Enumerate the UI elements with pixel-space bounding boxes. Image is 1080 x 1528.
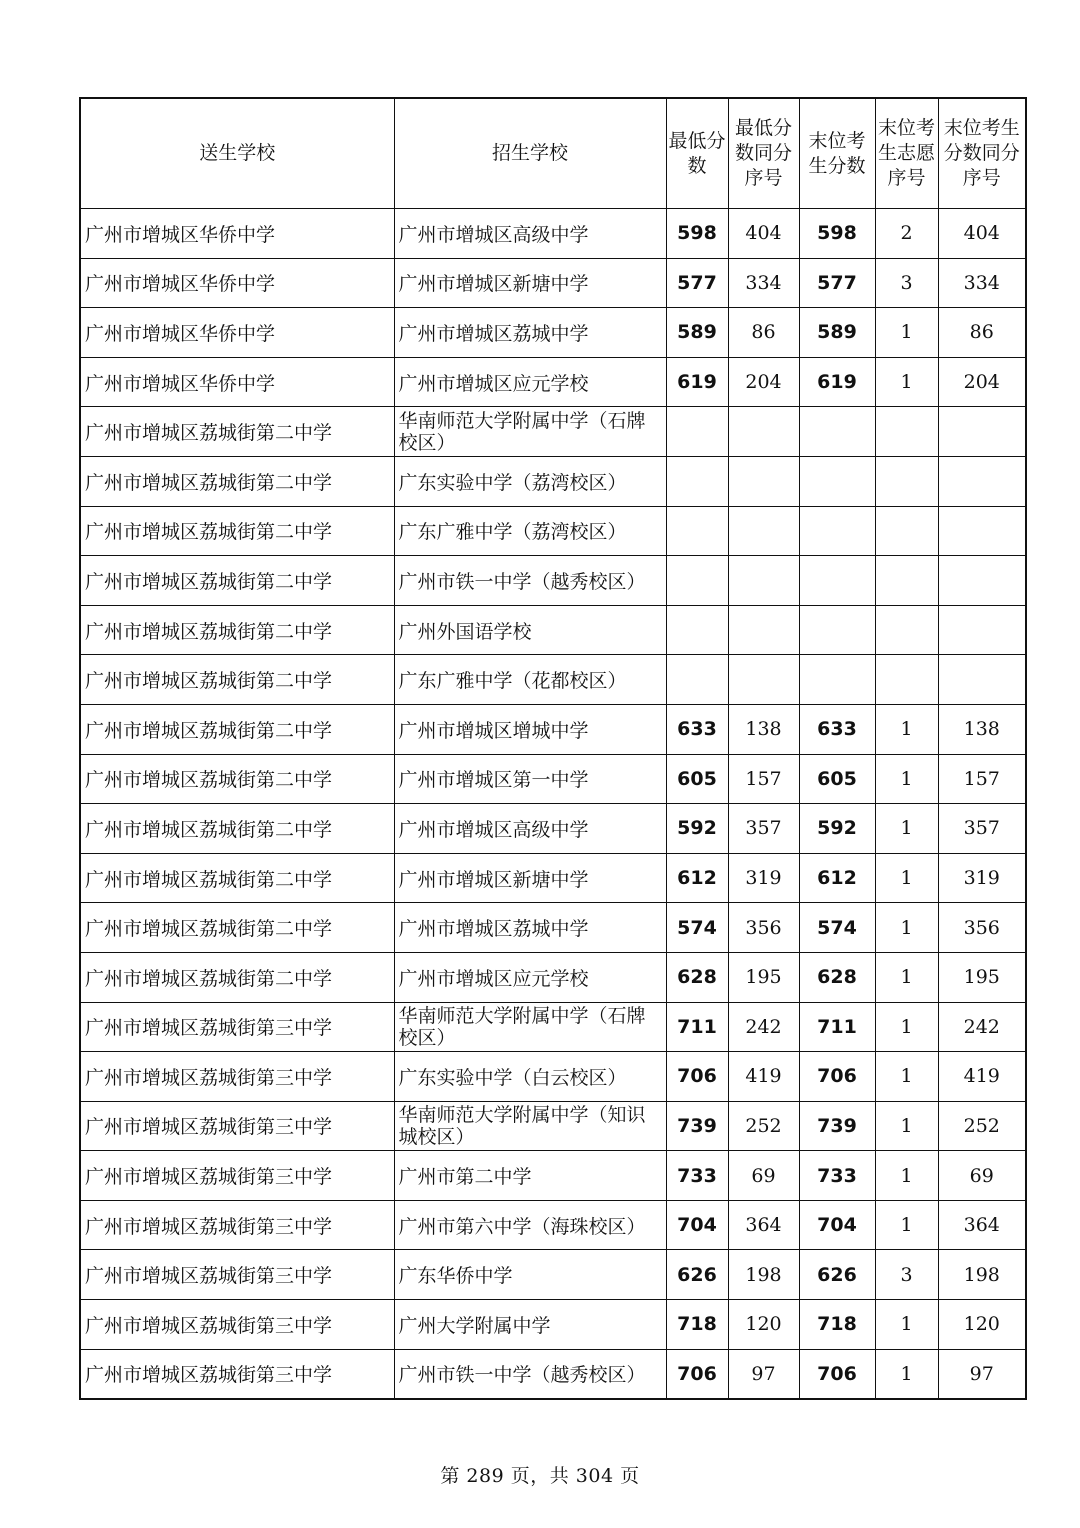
header-row <box>80 98 1026 209</box>
last-score-rank-cell: 364 <box>938 1200 1026 1250</box>
send-school-cell: 广州市增城区荔城街第二中学 <box>80 556 394 606</box>
table-row <box>80 704 1026 754</box>
last-preference-cell: 1 <box>875 357 938 407</box>
send-school-cell: 广州市增城区荔城街第三中学 <box>80 1052 394 1102</box>
table-row <box>80 209 1026 259</box>
recv-school-cell: 华南师范大学附属中学（知识城校区） <box>394 1101 666 1151</box>
last-score-cell: 619 <box>799 357 875 407</box>
last-score-rank-cell: 356 <box>938 903 1026 953</box>
table-row <box>80 1002 1026 1052</box>
last-score-rank-cell: 138 <box>938 704 1026 754</box>
send-school-cell: 广州市增城区荔城街第三中学 <box>80 1300 394 1350</box>
table-row <box>80 407 1026 457</box>
send-school-cell: 广州市增城区荔城街第三中学 <box>80 1349 394 1399</box>
last-score-cell: 612 <box>799 853 875 903</box>
table-row <box>80 1349 1026 1399</box>
last-preference-cell <box>875 506 938 556</box>
min-score-cell: 612 <box>666 853 728 903</box>
min-score-rank-cell <box>728 605 799 655</box>
recv-school-cell: 广州市增城区新塘中学 <box>394 258 666 308</box>
send-school-cell: 广州市增城区华侨中学 <box>80 258 394 308</box>
min-score-rank-cell: 138 <box>728 704 799 754</box>
min-score-cell: 589 <box>666 308 728 358</box>
last-score-rank-cell: 334 <box>938 258 1026 308</box>
table-body <box>80 209 1026 1400</box>
table-row <box>80 1151 1026 1201</box>
last-score-cell <box>799 556 875 606</box>
recv-school-cell: 广州市铁一中学（越秀校区） <box>394 556 666 606</box>
table-row <box>80 506 1026 556</box>
header-last-score-rank: 末位考生分数同分序号 <box>938 98 1026 209</box>
last-score-rank-cell: 357 <box>938 804 1026 854</box>
min-score-rank-cell: 120 <box>728 1300 799 1350</box>
send-school-cell: 广州市增城区荔城街第三中学 <box>80 1151 394 1201</box>
table-row <box>80 357 1026 407</box>
last-score-rank-cell: 97 <box>938 1349 1026 1399</box>
last-score-rank-cell: 195 <box>938 952 1026 1002</box>
last-score-cell: 704 <box>799 1200 875 1250</box>
recv-school-cell: 广州市增城区荔城中学 <box>394 308 666 358</box>
recv-school-cell: 广东实验中学（白云校区） <box>394 1052 666 1102</box>
header-min-score-rank: 最低分数同分序号 <box>728 98 799 209</box>
last-score-rank-cell: 319 <box>938 853 1026 903</box>
last-score-cell: 706 <box>799 1349 875 1399</box>
last-preference-cell: 1 <box>875 1052 938 1102</box>
table-row <box>80 1101 1026 1151</box>
last-preference-cell: 3 <box>875 258 938 308</box>
table-row <box>80 556 1026 606</box>
last-preference-cell: 1 <box>875 853 938 903</box>
min-score-rank-cell: 97 <box>728 1349 799 1399</box>
send-school-cell: 广州市增城区荔城街第三中学 <box>80 1002 394 1052</box>
last-preference-cell: 1 <box>875 1349 938 1399</box>
last-score-cell: 626 <box>799 1250 875 1300</box>
min-score-cell: 706 <box>666 1349 728 1399</box>
table-row <box>80 853 1026 903</box>
min-score-cell <box>666 655 728 705</box>
table-row <box>80 258 1026 308</box>
send-school-cell: 广州市增城区荔城街第二中学 <box>80 456 394 506</box>
header-last-preference: 末位考生志愿序号 <box>875 98 938 209</box>
last-preference-cell: 1 <box>875 1200 938 1250</box>
last-score-rank-cell: 120 <box>938 1300 1026 1350</box>
last-preference-cell: 1 <box>875 754 938 804</box>
table-row <box>80 655 1026 705</box>
send-school-cell: 广州市增城区华侨中学 <box>80 308 394 358</box>
min-score-rank-cell <box>728 556 799 606</box>
last-score-rank-cell: 252 <box>938 1101 1026 1151</box>
min-score-rank-cell: 195 <box>728 952 799 1002</box>
min-score-rank-cell <box>728 407 799 457</box>
last-score-cell: 589 <box>799 308 875 358</box>
last-score-cell: 706 <box>799 1052 875 1102</box>
header-recv-school: 招生学校 <box>394 98 666 209</box>
last-preference-cell: 1 <box>875 952 938 1002</box>
min-score-rank-cell <box>728 655 799 705</box>
min-score-rank-cell: 69 <box>728 1151 799 1201</box>
last-preference-cell: 1 <box>875 1101 938 1151</box>
admission-score-table <box>79 97 1027 1400</box>
recv-school-cell: 广东华侨中学 <box>394 1250 666 1300</box>
table-row <box>80 903 1026 953</box>
min-score-cell: 628 <box>666 952 728 1002</box>
last-score-rank-cell: 404 <box>938 209 1026 259</box>
last-score-cell <box>799 605 875 655</box>
send-school-cell: 广州市增城区荔城街第二中学 <box>80 704 394 754</box>
recv-school-cell: 广州外国语学校 <box>394 605 666 655</box>
recv-school-cell: 广州市铁一中学（越秀校区） <box>394 1349 666 1399</box>
table-row <box>80 952 1026 1002</box>
header-last-score: 末位考生分数 <box>799 98 875 209</box>
last-score-rank-cell: 419 <box>938 1052 1026 1102</box>
min-score-rank-cell: 198 <box>728 1250 799 1300</box>
last-preference-cell <box>875 655 938 705</box>
last-score-rank-cell <box>938 407 1026 457</box>
table-row <box>80 1300 1026 1350</box>
min-score-rank-cell: 419 <box>728 1052 799 1102</box>
send-school-cell: 广州市增城区华侨中学 <box>80 209 394 259</box>
recv-school-cell: 广东广雅中学（荔湾校区） <box>394 506 666 556</box>
recv-school-cell: 广州市增城区增城中学 <box>394 704 666 754</box>
table-row <box>80 456 1026 506</box>
min-score-rank-cell: 242 <box>728 1002 799 1052</box>
send-school-cell: 广州市增城区荔城街第二中学 <box>80 903 394 953</box>
recv-school-cell: 广州大学附属中学 <box>394 1300 666 1350</box>
min-score-rank-cell <box>728 456 799 506</box>
send-school-cell: 广州市增城区荔城街第二中学 <box>80 754 394 804</box>
send-school-cell: 广州市增城区荔城街第三中学 <box>80 1200 394 1250</box>
table-row <box>80 308 1026 358</box>
last-preference-cell: 1 <box>875 1002 938 1052</box>
last-score-cell <box>799 506 875 556</box>
min-score-rank-cell: 356 <box>728 903 799 953</box>
last-score-cell: 739 <box>799 1101 875 1151</box>
last-score-rank-cell <box>938 506 1026 556</box>
min-score-rank-cell: 357 <box>728 804 799 854</box>
last-score-rank-cell <box>938 456 1026 506</box>
min-score-cell: 605 <box>666 754 728 804</box>
last-preference-cell: 1 <box>875 704 938 754</box>
recv-school-cell: 广州市第六中学（海珠校区） <box>394 1200 666 1250</box>
recv-school-cell: 广东广雅中学（花都校区） <box>394 655 666 705</box>
min-score-cell: 577 <box>666 258 728 308</box>
send-school-cell: 广州市增城区荔城街第二中学 <box>80 407 394 457</box>
last-score-rank-cell: 157 <box>938 754 1026 804</box>
table-header <box>80 98 1026 209</box>
send-school-cell: 广州市增城区荔城街第三中学 <box>80 1250 394 1300</box>
min-score-rank-cell: 252 <box>728 1101 799 1151</box>
last-score-cell: 574 <box>799 903 875 953</box>
last-score-rank-cell: 69 <box>938 1151 1026 1201</box>
table-row <box>80 1200 1026 1250</box>
last-score-cell: 718 <box>799 1300 875 1350</box>
last-score-cell: 605 <box>799 754 875 804</box>
min-score-cell: 704 <box>666 1200 728 1250</box>
last-preference-cell: 1 <box>875 804 938 854</box>
recv-school-cell: 广东实验中学（荔湾校区） <box>394 456 666 506</box>
min-score-rank-cell: 404 <box>728 209 799 259</box>
header-min-score: 最低分数 <box>666 98 728 209</box>
min-score-rank-cell: 364 <box>728 1200 799 1250</box>
min-score-cell <box>666 556 728 606</box>
table-row <box>80 1052 1026 1102</box>
last-preference-cell <box>875 407 938 457</box>
last-score-cell: 628 <box>799 952 875 1002</box>
min-score-cell <box>666 506 728 556</box>
send-school-cell: 广州市增城区荔城街第三中学 <box>80 1101 394 1151</box>
last-preference-cell: 1 <box>875 1151 938 1201</box>
last-score-rank-cell <box>938 556 1026 606</box>
send-school-cell: 广州市增城区荔城街第二中学 <box>80 804 394 854</box>
send-school-cell: 广州市增城区荔城街第二中学 <box>80 506 394 556</box>
table-row <box>80 754 1026 804</box>
recv-school-cell: 广州市增城区荔城中学 <box>394 903 666 953</box>
recv-school-cell: 广州市增城区应元学校 <box>394 357 666 407</box>
last-score-cell <box>799 407 875 457</box>
min-score-rank-cell: 86 <box>728 308 799 358</box>
send-school-cell: 广州市增城区荔城街第二中学 <box>80 952 394 1002</box>
last-preference-cell: 1 <box>875 1300 938 1350</box>
min-score-cell: 706 <box>666 1052 728 1102</box>
last-score-rank-cell: 86 <box>938 308 1026 358</box>
table-row <box>80 605 1026 655</box>
last-preference-cell <box>875 556 938 606</box>
min-score-rank-cell: 319 <box>728 853 799 903</box>
min-score-cell: 626 <box>666 1250 728 1300</box>
min-score-cell: 633 <box>666 704 728 754</box>
min-score-cell <box>666 456 728 506</box>
last-score-cell: 592 <box>799 804 875 854</box>
header-send-school: 送生学校 <box>80 98 394 209</box>
send-school-cell: 广州市增城区华侨中学 <box>80 357 394 407</box>
last-score-rank-cell: 204 <box>938 357 1026 407</box>
recv-school-cell: 广州市增城区新塘中学 <box>394 853 666 903</box>
min-score-rank-cell: 334 <box>728 258 799 308</box>
last-score-cell: 598 <box>799 209 875 259</box>
recv-school-cell: 广州市增城区第一中学 <box>394 754 666 804</box>
send-school-cell: 广州市增城区荔城街第二中学 <box>80 853 394 903</box>
min-score-cell: 718 <box>666 1300 728 1350</box>
last-score-rank-cell <box>938 655 1026 705</box>
last-score-rank-cell: 242 <box>938 1002 1026 1052</box>
last-score-cell: 733 <box>799 1151 875 1201</box>
min-score-rank-cell: 204 <box>728 357 799 407</box>
page-number-footer: 第 289 页，共 304 页 <box>440 1465 640 1487</box>
recv-school-cell: 广州市第二中学 <box>394 1151 666 1201</box>
min-score-rank-cell: 157 <box>728 754 799 804</box>
last-score-cell <box>799 655 875 705</box>
table-row <box>80 804 1026 854</box>
last-score-cell: 711 <box>799 1002 875 1052</box>
recv-school-cell: 广州市增城区高级中学 <box>394 209 666 259</box>
min-score-cell: 598 <box>666 209 728 259</box>
min-score-cell: 739 <box>666 1101 728 1151</box>
last-preference-cell <box>875 456 938 506</box>
min-score-cell <box>666 605 728 655</box>
min-score-cell: 733 <box>666 1151 728 1201</box>
min-score-cell: 574 <box>666 903 728 953</box>
recv-school-cell: 广州市增城区应元学校 <box>394 952 666 1002</box>
last-score-rank-cell: 198 <box>938 1250 1026 1300</box>
last-score-cell <box>799 456 875 506</box>
send-school-cell: 广州市增城区荔城街第二中学 <box>80 605 394 655</box>
recv-school-cell: 华南师范大学附属中学（石牌校区） <box>394 1002 666 1052</box>
recv-school-cell: 华南师范大学附属中学（石牌校区） <box>394 407 666 457</box>
last-preference-cell: 2 <box>875 209 938 259</box>
last-score-cell: 577 <box>799 258 875 308</box>
min-score-cell <box>666 407 728 457</box>
last-preference-cell: 1 <box>875 903 938 953</box>
send-school-cell: 广州市增城区荔城街第二中学 <box>80 655 394 705</box>
min-score-rank-cell <box>728 506 799 556</box>
table-row <box>80 1250 1026 1300</box>
min-score-cell: 592 <box>666 804 728 854</box>
last-preference-cell: 3 <box>875 1250 938 1300</box>
min-score-cell: 711 <box>666 1002 728 1052</box>
last-preference-cell: 1 <box>875 308 938 358</box>
last-preference-cell <box>875 605 938 655</box>
min-score-cell: 619 <box>666 357 728 407</box>
recv-school-cell: 广州市增城区高级中学 <box>394 804 666 854</box>
last-score-rank-cell <box>938 605 1026 655</box>
last-score-cell: 633 <box>799 704 875 754</box>
